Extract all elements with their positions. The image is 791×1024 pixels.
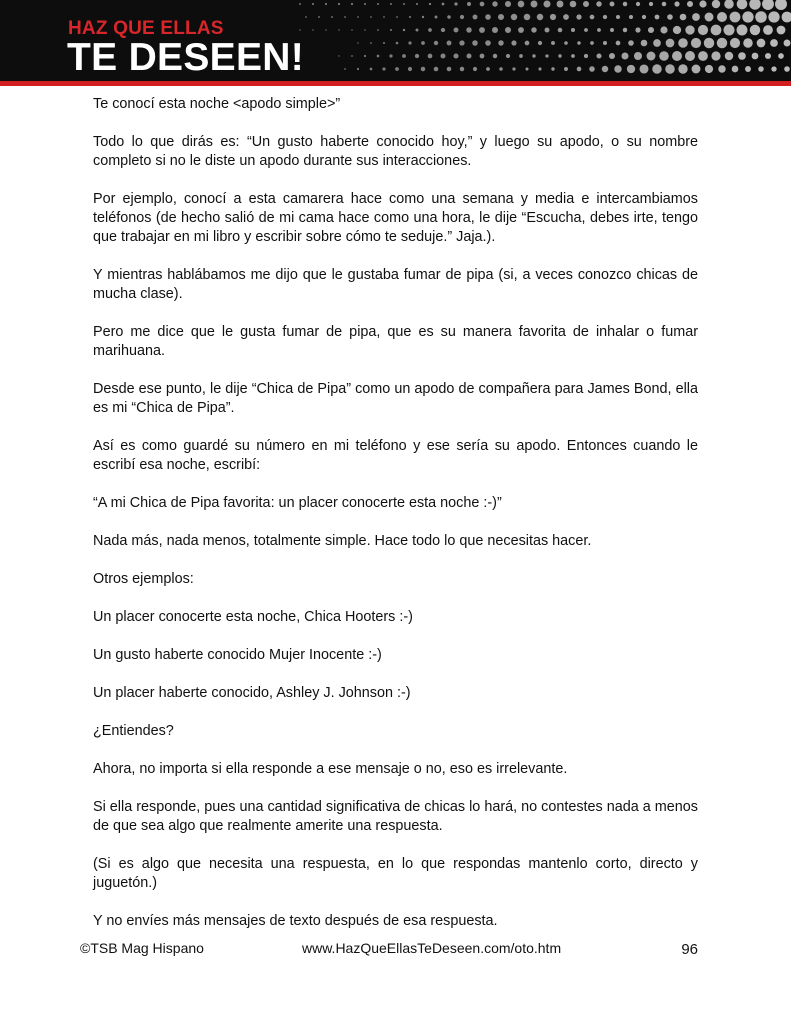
halftone-dot (338, 3, 340, 5)
halftone-dot (480, 54, 485, 59)
body-paragraph: Si ella responde, pues una cantidad significativa de chicas lo hará, no contestes nada a menos de que sea algo que realmente amerite una respuesta. (93, 799, 698, 834)
halftone-dot (441, 28, 445, 32)
halftone-dot (325, 3, 327, 5)
halftone-dot (665, 64, 675, 74)
halftone-dot (705, 65, 713, 73)
halftone-dot (344, 68, 346, 70)
halftone-dot (338, 55, 339, 56)
halftone-dot (492, 27, 498, 33)
halftone-dot (655, 15, 660, 20)
halftone-dot (403, 3, 405, 5)
halftone-dot (518, 27, 524, 33)
halftone-dot (602, 66, 609, 73)
halftone-dot (642, 15, 646, 19)
halftone-dot (563, 14, 569, 20)
halftone-dot (577, 67, 582, 72)
halftone-dot (370, 16, 372, 18)
halftone-dot (673, 26, 681, 34)
halftone-dot (596, 1, 601, 6)
halftone-dot (460, 67, 464, 71)
halftone-dot (717, 38, 727, 48)
halftone-dot (725, 52, 733, 60)
halftone-dot (434, 41, 438, 45)
body-paragraph: Otros ejemplos: (93, 571, 194, 587)
halftone-dot (524, 14, 531, 21)
halftone-dot (473, 67, 477, 71)
halftone-dot (666, 39, 675, 48)
halftone-dot (610, 2, 615, 7)
halftone-dot (357, 16, 359, 18)
halftone-dot (434, 67, 439, 72)
halftone-dot (538, 41, 542, 45)
halftone-dot (447, 67, 452, 72)
halftone-dot (351, 55, 353, 57)
halftone-dot (743, 38, 753, 48)
halftone-dot (318, 16, 320, 18)
halftone-dot (325, 29, 326, 30)
halftone-dot (616, 15, 620, 19)
halftone-dot (737, 0, 748, 9)
halftone-dot (723, 24, 734, 35)
halftone-dot (396, 16, 398, 18)
halftone-dot (763, 25, 773, 35)
halftone-dot (459, 40, 464, 45)
halftone-dot (408, 41, 411, 44)
halftone-dot (558, 28, 563, 33)
halftone-dot (616, 41, 621, 46)
halftone-dot (662, 2, 667, 7)
halftone-dot (312, 3, 314, 5)
halftone-dot (732, 66, 739, 73)
halftone-dot (784, 40, 791, 47)
halftone-dot (635, 27, 640, 32)
halftone-dot (628, 40, 634, 46)
halftone-dot (647, 52, 656, 61)
halftone-dot (653, 39, 661, 47)
halftone-dot (531, 1, 538, 8)
halftone-dot (390, 3, 392, 5)
halftone-dot (442, 3, 445, 6)
halftone-dot (660, 26, 667, 33)
halftone-dot (409, 16, 411, 18)
halftone-dot (648, 27, 654, 33)
halftone-dot (531, 27, 536, 32)
halftone-dot (685, 51, 695, 61)
page-number: 96 (681, 941, 698, 958)
halftone-dot (583, 1, 589, 7)
halftone-dot (571, 28, 575, 32)
halftone-dot (784, 66, 790, 72)
halftone-dot (377, 55, 380, 58)
halftone-dot (639, 64, 648, 73)
halftone-dot (344, 16, 346, 18)
halftone-dot (634, 52, 642, 60)
halftone-dot (597, 28, 601, 32)
halftone-dot (603, 41, 607, 45)
halftone-dot (698, 51, 708, 61)
halftone-dot (590, 15, 595, 20)
halftone-dot (415, 54, 419, 58)
halftone-dot (775, 0, 787, 10)
halftone-dot (678, 38, 688, 48)
halftone-dot (485, 40, 491, 46)
halftone-dot (610, 28, 614, 32)
halftone-dot (416, 3, 418, 5)
halftone-dot (768, 11, 779, 22)
halftone-dot (571, 54, 575, 58)
halftone-dot (447, 15, 451, 19)
body-paragraph: Y mientras hablábamos me dijo que le gustaba fumar de pipa (si, a veces conozco chicas de mucha clase). (93, 267, 698, 302)
halftone-dot (614, 65, 621, 72)
body-paragraph: Todo lo que dirás es: “Un gusto haberte conocido hoy,” y luego su apodo, o su nombre completo si no le diste un apodo durante sus interacciones. (93, 134, 698, 169)
halftone-dot (550, 14, 556, 20)
halftone-dot (422, 16, 424, 18)
halftone-dot (576, 14, 581, 19)
halftone-dot (538, 67, 541, 70)
halftone-dot (312, 29, 314, 31)
halftone-dot (435, 16, 438, 19)
halftone-dot (537, 14, 543, 20)
halftone-dot (377, 29, 379, 31)
halftone-dot (512, 67, 515, 70)
halftone-dot (408, 67, 412, 71)
halftone-dot (737, 25, 748, 36)
halftone-dot (357, 68, 359, 70)
halftone-dot (623, 28, 627, 32)
halftone-dot (718, 65, 725, 72)
halftone-dot (609, 53, 615, 59)
body-paragraph: Así es como guardé su número en mi teléfono y ese sería su apodo. Entonces cuando le escribí esa noche, escribí: (93, 438, 698, 473)
halftone-dot (364, 55, 366, 57)
halftone-dot (577, 41, 581, 45)
body-paragraph: Un gusto haberte conocido Mujer Inocente :-) (93, 647, 382, 663)
halftone-dot (778, 53, 784, 59)
body-paragraph: Un placer conocerte esta noche, Chica Hooters :-) (93, 609, 413, 625)
body-paragraph: Por ejemplo, conocí a esta camarera hace como una semana y media e intercambiamos teléfonos (de hecho salió de mi cama hace como una hora, le dije “Escucha, debes irte, tengo que trabajar en mi libro y escribir sobre cómo te seduje.” Jaja.). (93, 191, 698, 245)
halftone-dot (299, 3, 301, 5)
halftone-dot (370, 42, 372, 44)
halftone-dot (777, 26, 786, 35)
halftone-dot (678, 64, 687, 73)
body-paragraph: Ahora, no importa si ella responde a ese mensaje o no, eso es irrelevante. (93, 761, 568, 777)
halftone-dot (691, 38, 701, 48)
halftone-dot (692, 65, 701, 74)
halftone-dot (299, 29, 301, 31)
halftone-dot (557, 1, 564, 8)
halftone-dot (305, 16, 307, 18)
halftone-dot (636, 2, 640, 6)
halftone-dot (415, 28, 418, 31)
halftone-dot (351, 3, 353, 5)
halftone-dot (699, 0, 706, 7)
page-header-banner (0, 0, 791, 86)
halftone-dot (493, 54, 497, 58)
halftone-dot (525, 67, 528, 70)
halftone-dot (525, 41, 530, 46)
halftone-dot (687, 1, 693, 7)
halftone-dot (752, 53, 759, 60)
halftone-dot (403, 29, 405, 31)
halftone-dot (466, 27, 471, 32)
halftone-dot (467, 2, 471, 6)
halftone-dot (485, 14, 491, 20)
halftone-dot (421, 67, 425, 71)
halftone-dot (383, 42, 385, 44)
halftone-dot (584, 28, 588, 32)
halftone-dot (564, 41, 568, 45)
halftone-dot (544, 27, 549, 32)
footer-copyright: ©TSB Mag Hispano (80, 940, 204, 956)
halftone-dot (711, 51, 720, 60)
halftone-dot (466, 53, 471, 58)
halftone-dot (402, 54, 406, 58)
halftone-dot (672, 51, 682, 61)
halftone-dot (603, 15, 607, 19)
body-paragraph: (Si es algo que necesita una respuesta, en lo que respondas mantenlo corto, directo y juguetón.) (93, 856, 698, 891)
halftone-dot (757, 39, 766, 48)
halftone-dot (564, 67, 568, 71)
halftone-dot (370, 68, 373, 71)
body-paragraph: “A mi Chica de Pipa favorita: un placer conocerte esta noche :-)” (93, 495, 502, 511)
halftone-dot (505, 1, 511, 7)
halftone-dot (545, 54, 548, 57)
halftone-dot (717, 12, 727, 22)
halftone-dot (395, 67, 399, 71)
footer-url[interactable]: www.HazQueEllasTeDeseen.com/oto.htm (302, 940, 562, 956)
halftone-dot (641, 40, 648, 47)
body-paragraph: ¿Entiendes? (93, 723, 174, 739)
page-footer (80, 940, 698, 962)
halftone-dot (730, 38, 740, 48)
halftone-dot (480, 2, 485, 7)
halftone-dot (364, 29, 366, 31)
halftone-dot (453, 53, 458, 58)
halftone-dot (499, 67, 502, 70)
halftone-dot (383, 16, 385, 18)
header-red-rule (0, 81, 791, 86)
halftone-dot (596, 53, 601, 58)
halftone-dot (506, 54, 510, 58)
body-paragraph: Nada más, nada menos, totalmente simple. Hace todo lo que necesitas hacer. (93, 533, 592, 549)
body-paragraph: Pero me dice que le gusta fumar de pipa, que es su manera favorita de inhalar o fumar marihuana. (93, 324, 698, 359)
halftone-dot (357, 42, 358, 43)
halftone-dot (750, 25, 760, 35)
halftone-dot (429, 3, 431, 5)
halftone-dot (758, 66, 764, 72)
halftone-dot (389, 54, 392, 57)
halftone-dot (518, 1, 525, 8)
halftone-dot (421, 41, 425, 45)
halftone-dot (543, 0, 550, 7)
halftone-dot (519, 54, 523, 58)
halftone-dot (667, 14, 673, 20)
body-paragraph: Y no envíes más mensajes de texto después de esa respuesta. (93, 913, 498, 929)
halftone-dot (712, 0, 720, 8)
body-paragraph: Desde ese punto, le dije “Chica de Pipa” como un apodo de compañera para James Bond, ella es mi “Chica de Pipa”. (93, 381, 698, 416)
halftone-dot (621, 52, 628, 59)
halftone-dot (738, 52, 746, 60)
halftone-dot (486, 67, 490, 71)
halftone-dot (331, 16, 333, 18)
halftone-dot (589, 66, 595, 72)
halftone-dot (704, 38, 715, 49)
halftone-dot (724, 0, 734, 9)
halftone-dot (692, 13, 700, 21)
halftone-dot (479, 27, 485, 33)
halftone-dot (627, 65, 635, 73)
halftone-dot (351, 29, 352, 30)
halftone-dot (570, 1, 577, 8)
halftone-dot (749, 0, 760, 10)
halftone-dot (472, 40, 478, 46)
halftone-dot (551, 67, 554, 70)
halftone-dot (454, 28, 459, 33)
halftone-dot (659, 51, 669, 61)
halftone-dot (338, 29, 339, 30)
halftone-dot (558, 54, 561, 57)
halftone-dot (428, 54, 433, 59)
halftone-dot (755, 11, 767, 23)
halftone-dot (680, 14, 687, 21)
halftone-dot (551, 41, 555, 45)
halftone-dot (390, 29, 392, 31)
halftone-dot (498, 14, 504, 20)
brand-title-line2: TE DESEEN! (67, 36, 305, 79)
halftone-dot (364, 3, 366, 5)
halftone-dot (629, 15, 633, 19)
halftone-dot (782, 12, 791, 23)
halftone-dot (532, 54, 535, 57)
halftone-dot (473, 15, 478, 20)
halftone-dot (623, 2, 627, 6)
halftone-dot (674, 1, 679, 6)
body-paragraph: Te conocí esta noche <apodo simple>” (93, 96, 341, 112)
halftone-dot (377, 3, 379, 5)
halftone-dot (590, 41, 594, 45)
halftone-dot (382, 67, 385, 70)
halftone-dot (511, 40, 516, 45)
halftone-dot (765, 53, 771, 59)
halftone-dot (771, 66, 776, 71)
halftone-dot (428, 28, 432, 32)
halftone-dot (711, 25, 722, 36)
body-paragraph: Un placer haberte conocido, Ashley J. Johnson :-) (93, 685, 411, 701)
halftone-dot (770, 39, 778, 47)
halftone-dot (511, 14, 517, 20)
halftone-dot (396, 42, 399, 45)
halftone-dot (705, 13, 714, 22)
halftone-dot (441, 54, 446, 59)
halftone-dot (698, 25, 708, 35)
halftone-dot (745, 66, 751, 72)
halftone-dot (584, 54, 588, 58)
halftone-dot (498, 40, 503, 45)
halftone-dot (447, 41, 452, 46)
halftone-dot (460, 15, 464, 19)
halftone-dot (730, 12, 741, 23)
halftone-dot (742, 11, 753, 22)
halftone-dot (762, 0, 774, 10)
halftone-dot (454, 2, 457, 5)
halftone-dot (505, 27, 511, 33)
halftone-dot (685, 25, 694, 34)
brand-title-line1: HAZ QUE ELLAS (68, 18, 224, 39)
halftone-dot (492, 1, 497, 6)
halftone-dot (652, 64, 661, 73)
halftone-dot (649, 2, 653, 6)
page-body (93, 95, 698, 950)
